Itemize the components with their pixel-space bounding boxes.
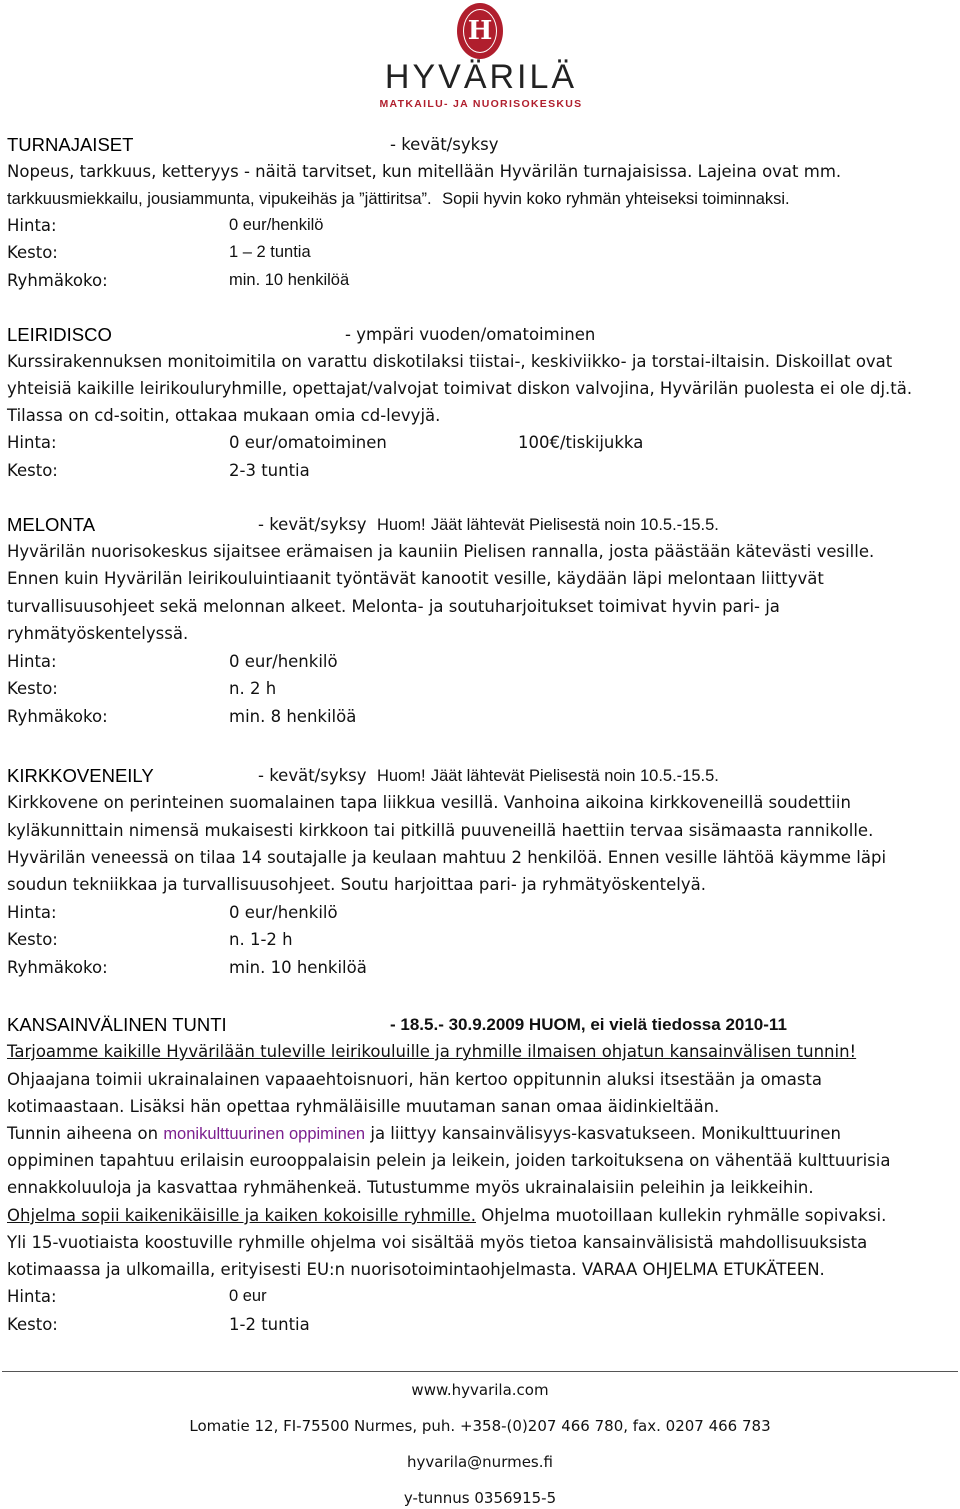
kansainvalinen-desc-4: Tunnin aiheena on monikulttuurinen oppiminen ja liittyy kansainvälisyys-kasvatukseen. Monikulttuurinen <box>7 1124 841 1143</box>
footer-divider <box>2 1371 958 1372</box>
kansainvalinen-season: - 18.5.- 30.9.2009 HUOM, ei vielä tiedossa 2010-11 <box>390 1015 787 1034</box>
footer-ytunnus: y-tunnus 0356915-5 <box>403 1489 557 1507</box>
footer-address: Lomatie 12, FI-75500 Nurmes, puh. +358-(0)207 466 780, fax. 0207 466 783 <box>189 1417 771 1435</box>
melonta-desc-1: Hyvärilän nuorisokeskus sijaitsee erämaisen ja kauniin Pielisen rannalla, josta päästään kätevästi vesille. <box>7 542 875 561</box>
kansainvalinen-desc-7: Ohjelma sopii kaikenikäisille ja kaiken kokoisille ryhmille. Ohjelma muotoillaan kullekin ryhmälle sopivaksi. <box>7 1206 887 1225</box>
logo-tagline: MATKAILU- JA NUORISOKESKUS <box>379 98 583 110</box>
melonta-desc-3: turvallisuusohjeet sekä melonnan alkeet. Melonta- ja soutuharjoitukset toimivat hyvin pari- ja <box>7 597 780 616</box>
kirkkovene-desc-1: Kirkkovene on perinteinen suomalainen tapa liikkua vesillä. Vanhoina aikoina kirkkoveneillä soudettiin <box>7 793 851 812</box>
kansainvalinen-desc-5: oppiminen tapahtuu erilaisin eurooppalaisin pelein ja leikein, joiden tarkoituksena on vähentää kulttuurisia <box>7 1151 891 1170</box>
turnajaiset-desc-1: Nopeus, tarkkuus, ketteryys - näitä tarvitset, kun mitellään Hyvärilän turnajaisissa. Lajeina ovat mm. <box>7 162 842 181</box>
melonta-season: - kevät/syksy Huom! Jäät lähtevät Pielisestä noin 10.5.-15.5. <box>258 515 719 534</box>
leiridisco-title: LEIRIDISCO <box>7 324 112 345</box>
kansainvalinen-duration-label: Kesto: <box>7 1315 58 1334</box>
kansainvalinen-desc-1: Tarjoamme kaikille Hyvärilään tuleville leirikouluille ja ryhmille ilmaisen ohjatun kansainvälisen tunnin! <box>7 1042 857 1061</box>
kirkkovene-desc-2: kyläkunnittain nimensä mukaisesti kirkkoon tai pitkillä puuveneillä haettiin tervaa sisämaasta rannikolle. <box>7 821 874 840</box>
kirkkovene-group: min. 10 henkilöä <box>229 958 367 977</box>
kirkkovene-duration-label: Kesto: <box>7 930 58 949</box>
footer-website-link[interactable]: www.hyvarila.com <box>411 1381 549 1399</box>
melonta-group: min. 8 henkilöä <box>229 707 357 726</box>
leiridisco-season: - ympäri vuoden/omatoiminen <box>345 325 596 344</box>
turnajaiset-group: min. 10 henkilöä <box>229 271 350 289</box>
logo-emblem-icon: H <box>457 3 503 59</box>
melonta-duration-label: Kesto: <box>7 679 58 698</box>
kansainvalinen-duration: 1-2 tuntia <box>229 1315 310 1334</box>
kansainvalinen-price: 0 eur <box>229 1287 267 1305</box>
melonta-desc-4: ryhmätyöskentelyssä. <box>7 624 189 643</box>
turnajaiset-season: - kevät/syksy <box>390 135 499 154</box>
leiridisco-desc-1: Kurssirakennuksen monitoimitila on varattu diskotilaksi tiistai-, keskiviikko- ja torstai-iltaisin. Diskoillat ovat <box>7 352 893 371</box>
kirkkovene-desc-3: Hyvärilän veneessä on tilaa 14 soutajalle ja keulaan mahtuu 2 henkilöä. Ennen vesille lähtöä käymme läpi <box>7 848 887 867</box>
melonta-price-label: Hinta: <box>7 652 57 671</box>
melonta-duration: n. 2 h <box>229 679 277 698</box>
turnajaiset-duration-label: Kesto: <box>7 243 58 262</box>
leiridisco-price: 0 eur/omatoiminen <box>229 433 387 452</box>
kansainvalinen-desc-2: Ohjaajana toimii ukrainalainen vapaaehtoisnuori, hän kertoo oppitunnin aluksi itsestään ja omasta <box>7 1070 822 1089</box>
kirkkovene-duration: n. 1-2 h <box>229 930 293 949</box>
melonta-price: 0 eur/henkilö <box>229 652 338 671</box>
turnajaiset-duration: 1 – 2 tuntia <box>229 243 311 261</box>
turnajaiset-price-label: Hinta: <box>7 216 57 235</box>
kansainvalinen-desc-8: Yli 15-vuotiaista koostuville ryhmille ohjelma voi sisältää myös tietoa kansainvälisistä mahdollisuuksista <box>7 1233 868 1252</box>
footer-email-link[interactable]: hyvarila@nurmes.fi <box>407 1453 553 1471</box>
kirkkovene-price: 0 eur/henkilö <box>229 903 338 922</box>
logo-name: HYVÄRILÄ <box>384 58 578 96</box>
kansainvalinen-desc-6: ennakkoluuloja ja kasvattaa ryhmähenkeä. Tutustumme myös ukrainalaisiin peleihin ja leikkeihin. <box>7 1178 814 1197</box>
kirkkovene-group-label: Ryhmäkoko: <box>7 958 108 977</box>
leiridisco-price-label: Hinta: <box>7 433 57 452</box>
leiridisco-price-dj: 100€/tiskijukka <box>518 433 644 452</box>
turnajaiset-price: 0 eur/henkilö <box>229 216 324 234</box>
hyvarila-logo <box>378 0 584 116</box>
leiridisco-desc-3: Tilassa on cd-soitin, ottakaa mukaan omia cd-levyjä. <box>7 406 441 425</box>
kansainvalinen-title: KANSAINVÄLINEN TUNTI <box>7 1014 227 1035</box>
kirkkovene-desc-4: soudun tekniikkaa ja turvallisuusohjeet. Soutu harjoittaa pari- ja ryhmätyöskentelyä. <box>7 875 706 894</box>
kirkkovene-title: KIRKKOVENEILY <box>7 765 154 786</box>
kansainvalinen-price-label: Hinta: <box>7 1287 57 1306</box>
kirkkovene-price-label: Hinta: <box>7 903 57 922</box>
turnajaiset-group-label: Ryhmäkoko: <box>7 271 108 290</box>
melonta-group-label: Ryhmäkoko: <box>7 707 108 726</box>
turnajaiset-desc-2: tarkkuusmiekkailu, jousiammunta, vipukeihäs ja ”jättiritsa”. Sopii hyvin koko ryhmän yhteiseksi toiminnaksi. <box>7 190 790 208</box>
leiridisco-duration: 2-3 tuntia <box>229 461 310 480</box>
turnajaiset-title: TURNAJAISET <box>7 134 134 155</box>
kansainvalinen-desc-3: kotimaastaan. Lisäksi hän opettaa ryhmäläisille muutaman sanan omaa äidinkieltään. <box>7 1097 720 1116</box>
leiridisco-duration-label: Kesto: <box>7 461 58 480</box>
kansainvalinen-desc-9: kotimaassa ja ulkomailla, erityisesti EU:n nuorisotoimintaohjelmasta. VARAA OHJELMA ETUKÄTEEN. <box>7 1260 825 1279</box>
melonta-desc-2: Ennen kuin Hyvärilän leirikouluintiaanit työntävät kanootit vesille, käydään läpi melontaan liittyvät <box>7 569 824 588</box>
leiridisco-desc-2: yhteisiä kaikille leirikouluryhmille, opettajat/valvojat toimivat diskon valvojina, Hyvärilän puolesta ei ole dj.tä. <box>7 379 913 398</box>
kirkkovene-season: - kevät/syksy Huom! Jäät lähtevät Pielisestä noin 10.5.-15.5. <box>258 766 719 785</box>
melonta-title: MELONTA <box>7 514 96 535</box>
